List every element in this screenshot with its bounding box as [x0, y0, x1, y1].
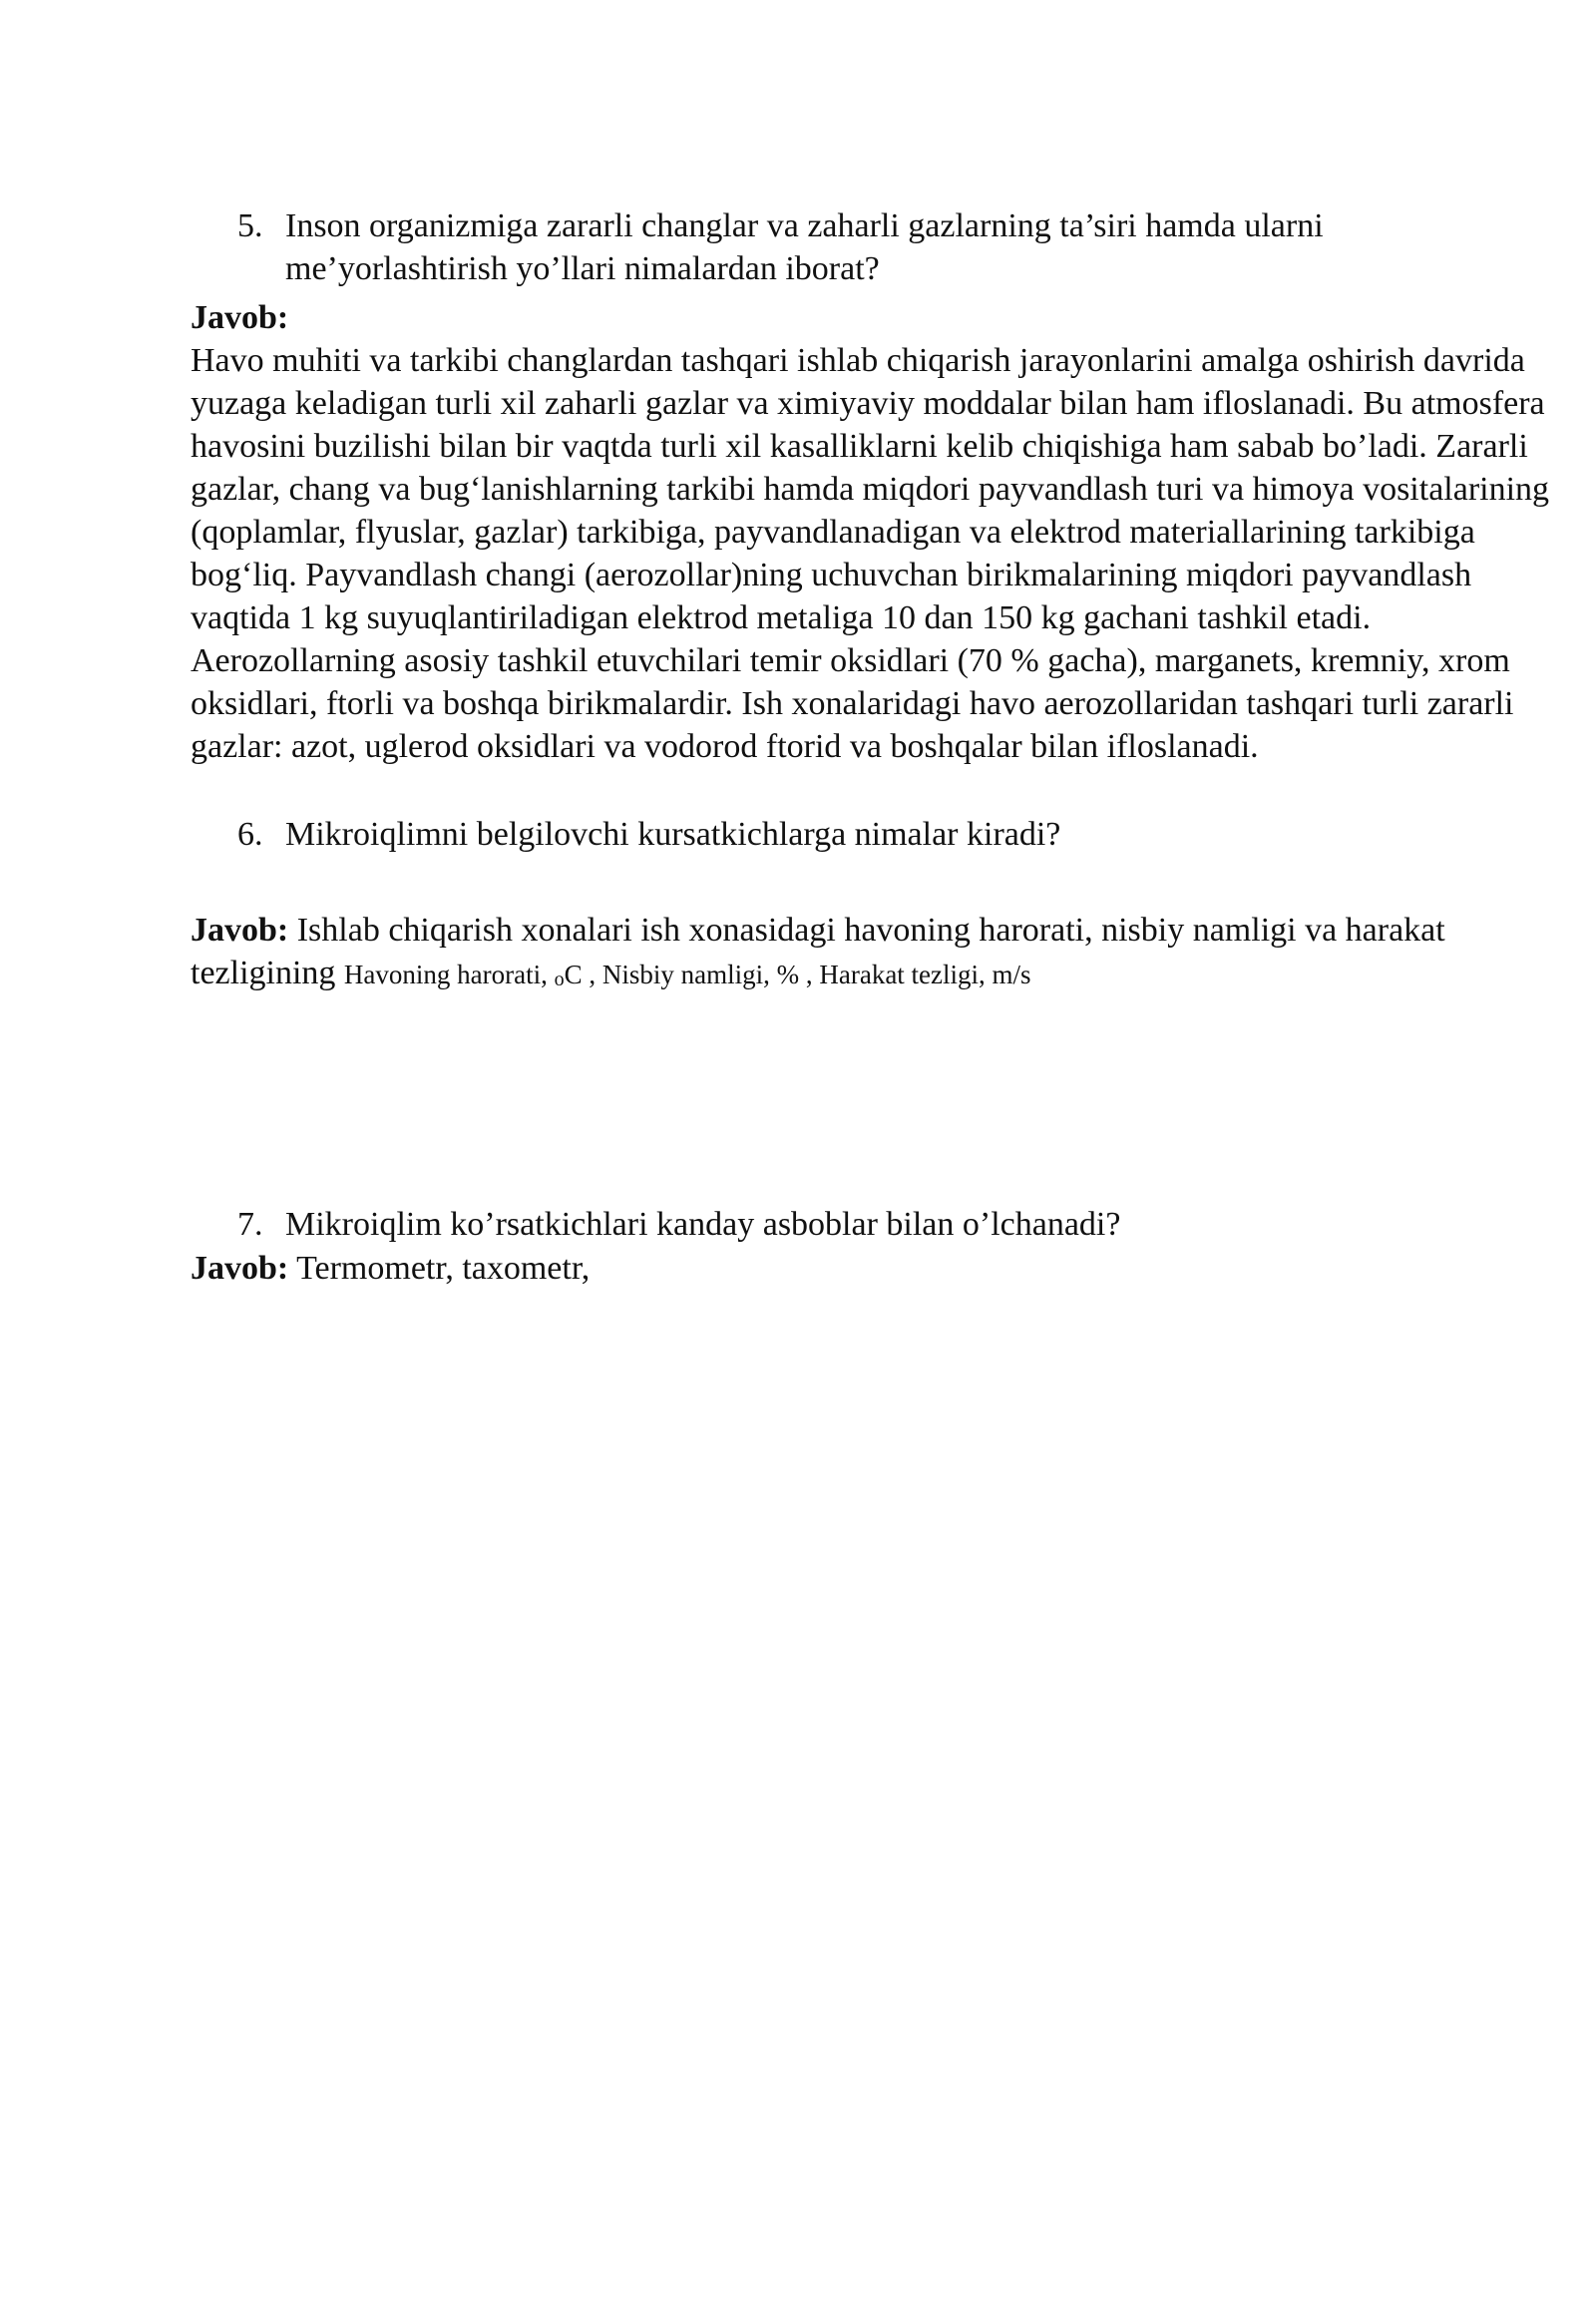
answer-label: Javob: — [191, 912, 289, 949]
question-number: 5. — [237, 207, 263, 244]
question-text: Mikroiqlim ko’rsatkichlari kanday asboblar bilan o’lchanadi? — [285, 1206, 1121, 1243]
question-6 — [191, 813, 1527, 856]
question-number: 7. — [237, 1206, 263, 1243]
question-text: Mikroiqlimni belgilovchi kursatkichlarga nimalar kiradi? — [285, 816, 1061, 853]
answer-units-part-2: C , Nisbiy namligi, % , Harakat tezligi, m/s — [564, 960, 1031, 989]
question-text: Inson organizmiga zararli changlar va zaharli gazlarning ta’siri hamda ularni me’yorlashtirish yo’llari nimalardan iborat? — [285, 207, 1324, 287]
answer-text: Ishlab chiqarish xonalari ish xonasidagi havoning harorati, nisbiy namligi va harakat tezligining — [191, 912, 1445, 991]
answer-text: Termometr, taxometr, — [288, 1250, 591, 1287]
question-number: 6. — [237, 816, 263, 853]
answer-units-part-1: Havoning harorati, — [343, 960, 555, 989]
answer-paragraph — [191, 1247, 1567, 1290]
answer-label: Javob: — [191, 299, 289, 336]
answer-paragraph — [191, 909, 1567, 1001]
question-7 — [191, 1203, 1527, 1246]
answer-units-subscript: o — [554, 968, 565, 990]
answer-text: Havo muhiti va tarkibi changlardan tashqari ishlab chiqarish jarayonlarini amalga oshirish davrida yuzaga keladigan turli xil zaharli gazlar va ximiyaviy moddalar bilan ham ifloslanadi. Bu atmosfera havosini buzilishi bilan bir vaqtda turli xil kasalliklarni kelib chiqishiga ham sabab bo’ladi. Zararli gazlar, chang va bug‘lanishlarning tarkibi hamda miqdori payvandlash turi va himoya vositalarining (qoplamlar, flyuslar, gazlar) tarkibiga, payvandlanadigan va elektrod materiallarining tarkibiga bog‘liq. Payvandlash changi (aerozollar)ning uchuvchan birikmalarining miqdori payvandlash vaqtida 1 kg suyuqlantiriladigan elektrod metaliga 10 dan 150 kg gachani tashkil etadi. Aerozollarning asosiy tashkil etuvchilari temir oksidlari (70 % gacha), marganets, kremniy, xrom oksidlari, ftorli va boshqa birikmalardir. Ish xonalaridagi havo aerozollaridan tashqari turli zararli gazlar: azot, uglerod oksidlari va vodorod ftorid va boshqalar bilan ifloslanadi. — [191, 342, 1550, 765]
answer-label: Javob: — [191, 1250, 289, 1287]
question-5 — [191, 204, 1527, 290]
